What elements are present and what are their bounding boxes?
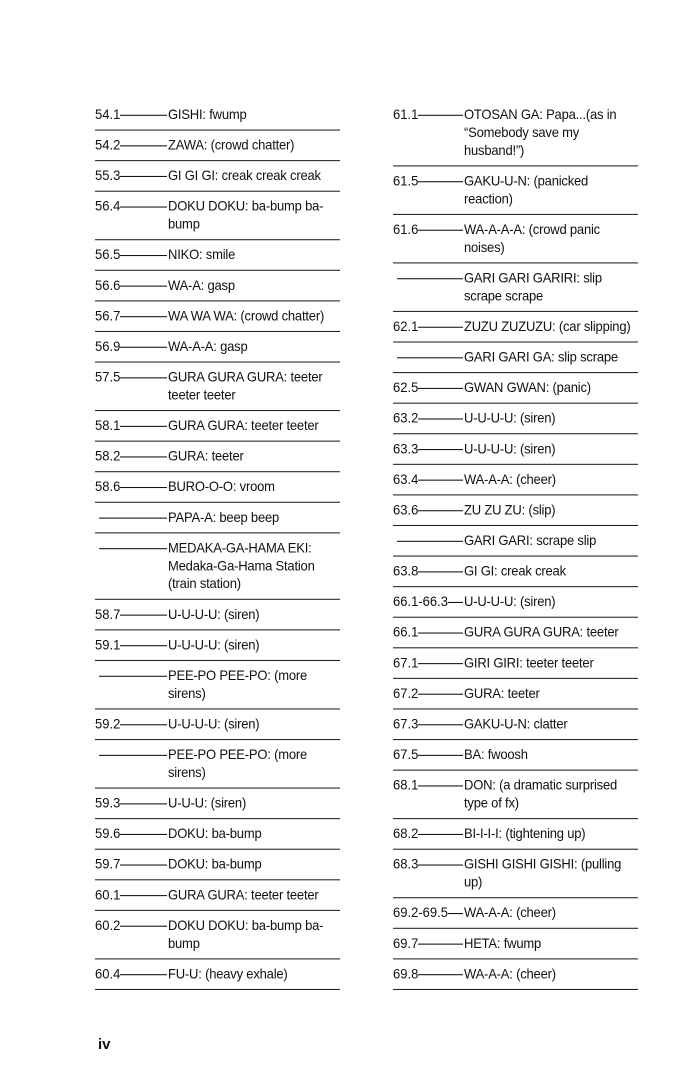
entry-leader-line (397, 278, 463, 279)
glossary-entry (95, 301, 340, 332)
entry-leader-line (120, 974, 167, 975)
glossary-entry (95, 911, 340, 960)
entry-text: NIKO: smile (168, 246, 236, 263)
entry-leader-line (120, 115, 167, 116)
entry-text: MEDAKA-GA-HAMA EKI: Medaka-Ga-Hama Station (train station) (168, 539, 315, 592)
entry-leader-line (418, 755, 463, 756)
entry-panel-number: 57.5 (95, 368, 121, 385)
glossary-entry (393, 587, 638, 618)
entry-panel-number: 66.1 (393, 624, 419, 640)
glossary-entry (393, 819, 638, 850)
entry-panel-number: 68.3 (393, 856, 419, 872)
entry-text: GAKU-U-N: (panicked reaction) (464, 172, 589, 207)
entry-panel-number: 62.5 (393, 379, 419, 396)
entry-text: WA WA WA: (crowd chatter) (168, 307, 325, 324)
entry-text: PAPA-A: beep beep (168, 509, 280, 525)
glossary-entry (393, 100, 638, 166)
glossary-entry (393, 618, 638, 649)
glossary-entry (393, 557, 638, 588)
entry-panel-number: 58.2 (95, 447, 121, 464)
glossary-entry (393, 648, 638, 679)
entry-text: BURO-O-O: vroom (168, 478, 275, 495)
glossary-entry (95, 240, 340, 271)
entry-leader-line (99, 755, 167, 756)
entry-text: GURA GURA: teeter teeter (168, 417, 319, 434)
entry-text: U-U-U-U: (siren) (464, 410, 556, 426)
glossary-entry (95, 131, 340, 162)
entry-text: GI GI: creak creak (464, 562, 566, 579)
entry-panel-number: 69.8 (393, 965, 419, 982)
entry-leader-line (120, 255, 167, 256)
entry-panel-number: 60.4 (95, 965, 121, 982)
entry-leader-line (120, 645, 167, 646)
entry-text: U-U-U: (siren) (168, 794, 247, 811)
entry-panel-number: 61.1 (393, 106, 419, 123)
entry-text: DOKU: ba-bump (168, 825, 262, 842)
glossary-entry (95, 332, 340, 363)
entry-panel-number: 58.1 (95, 417, 121, 434)
entry-panel-number: 62.1 (393, 318, 419, 335)
entry-leader-line (120, 487, 167, 488)
glossary-entry (95, 959, 340, 990)
entry-text: GWAN GWAN: (panic) (464, 379, 591, 396)
glossary-entry (393, 929, 638, 960)
entry-panel-number: 56.7 (95, 307, 121, 324)
glossary-entry (95, 411, 340, 442)
entry-leader-line (120, 803, 167, 804)
entry-leader-line (418, 633, 463, 634)
entry-text: GURA GURA: teeter teeter (168, 886, 319, 903)
glossary-entry (393, 465, 638, 496)
glossary-entry (393, 263, 638, 312)
entry-text: U-U-U-U: (siren) (168, 636, 260, 653)
entry-leader-line (120, 865, 167, 866)
entry-panel-number: 68.1 (393, 776, 419, 793)
entry-panel-number: 63.2 (393, 410, 419, 426)
glossary-entry (393, 898, 638, 929)
entry-text: WA-A: gasp (168, 277, 235, 293)
page-number: iv (98, 1036, 111, 1053)
entry-text: GI GI GI: creak creak creak (168, 167, 321, 184)
entry-panel-number: 67.2 (393, 685, 419, 702)
entry-leader-line (448, 913, 463, 914)
entry-text: PEE-PO PEE-PO: (more sirens) (168, 746, 308, 781)
glossary-entry (393, 312, 638, 343)
entry-leader-line (120, 286, 167, 287)
entry-panel-number: 67.3 (393, 715, 419, 732)
entry-panel-number: 63.3 (393, 440, 419, 457)
entry-leader-line (120, 377, 167, 378)
entry-panel-number: 54.1 (95, 106, 121, 123)
entry-panel-number: 59.6 (95, 825, 121, 842)
entry-leader-line (418, 327, 463, 328)
glossary-entry (95, 271, 340, 302)
glossary-entry (95, 472, 340, 503)
glossary-entry (95, 100, 340, 131)
entry-leader-line (418, 724, 463, 725)
entry-text: ZU ZU ZU: (slip) (464, 501, 556, 518)
entry-panel-number: 61.6 (393, 221, 419, 238)
entry-leader-line (418, 785, 463, 786)
glossary-entry (393, 373, 638, 404)
entry-text: GISHI GISHI GISHI: (pulling up) (464, 856, 622, 890)
glossary-entry (95, 850, 340, 881)
glossary-entry (95, 880, 340, 911)
entry-panel-number: 69.2-69.5 (393, 904, 448, 921)
entry-text: U-U-U-U: (siren) (464, 593, 556, 610)
entry-text: OTOSAN GA: Papa...(as in “Somebody save my husband!”) (464, 106, 617, 158)
entry-leader-line (418, 694, 463, 695)
glossary-entry (393, 959, 638, 990)
entry-text: GIRI GIRI: teeter teeter (464, 654, 594, 671)
entry-text: GARI GARI: scrape slip (464, 532, 597, 549)
left-column (95, 100, 340, 990)
entry-leader-line (120, 926, 167, 927)
glossary-entry (95, 600, 340, 631)
entry-leader-line (418, 418, 463, 419)
entry-leader-line (418, 510, 463, 511)
glossary-entry (393, 434, 638, 465)
entry-leader-line (418, 944, 463, 945)
right-column (393, 100, 638, 990)
entry-panel-number: 60.1 (95, 886, 121, 903)
entry-panel-number: 63.6 (393, 501, 419, 518)
entry-leader-line (120, 456, 167, 457)
entry-text: WA-A-A: (cheer) (464, 471, 556, 488)
glossary-entry (393, 740, 638, 771)
entry-leader-line (397, 541, 463, 542)
entry-leader-line (418, 181, 463, 182)
glossary-entry (95, 819, 340, 850)
entry-panel-number: 67.1 (393, 654, 419, 671)
entry-text: FU-U: (heavy exhale) (168, 965, 288, 982)
glossary-entry (95, 630, 340, 661)
entry-panel-number: 56.6 (95, 277, 121, 293)
entry-panel-number: 59.2 (95, 715, 121, 732)
entry-text: ZUZU ZUZUZU: (car slipping) (464, 318, 631, 335)
entry-text: WA-A-A: gasp (168, 338, 248, 355)
entry-text: GURA GURA GURA: teeter (464, 624, 619, 640)
entry-text: GURA GURA GURA: teeter teeter teeter (168, 368, 323, 403)
entry-leader-line (418, 449, 463, 450)
entry-panel-number: 63.8 (393, 562, 419, 579)
glossary-entry (95, 363, 340, 412)
entry-panel-number: 59.3 (95, 794, 121, 811)
entry-panel-number: 61.5 (393, 172, 419, 189)
glossary-entry (393, 166, 638, 215)
entry-leader-line (120, 176, 167, 177)
entry-leader-line (99, 518, 167, 519)
entry-panel-number: 66.1-66.3 (393, 593, 448, 610)
entry-leader-line (448, 602, 463, 603)
entry-leader-line (120, 145, 167, 146)
entry-text: WA-A-A-A: (crowd panic noises) (464, 221, 600, 256)
entry-leader-line (418, 865, 463, 866)
entry-text: U-U-U-U: (siren) (464, 440, 556, 457)
entry-leader-line (418, 115, 463, 116)
glossary-entry (393, 526, 638, 557)
glossary-entry (393, 495, 638, 526)
entry-text: WA-A-A: (cheer) (464, 965, 556, 982)
entry-text: WA-A-A: (cheer) (464, 904, 556, 921)
entry-panel-number: 58.7 (95, 606, 121, 622)
entry-text: DOKU DOKU: ba-bump ba-bump (168, 198, 324, 232)
entry-leader-line (397, 357, 463, 358)
glossary-entry (393, 215, 638, 264)
entry-panel-number: 67.5 (393, 746, 419, 763)
entry-panel-number: 56.4 (95, 198, 121, 214)
glossary-entry (95, 503, 340, 534)
glossary-entry (393, 850, 638, 899)
entry-panel-number: 68.2 (393, 825, 419, 842)
entry-text: U-U-U-U: (siren) (168, 715, 260, 732)
entry-text: HETA: fwump (464, 935, 542, 951)
glossary-entry (393, 710, 638, 741)
glossary-entry (393, 343, 638, 374)
entry-text: GARI GARI GA: slip scrape (464, 348, 618, 365)
entry-panel-number: 69.7 (393, 935, 419, 951)
entry-text: DON: (a dramatic surprised type of fx) (464, 776, 618, 811)
glossary-entry (95, 533, 340, 599)
entry-panel-number: 55.3 (95, 167, 121, 184)
entry-leader-line (120, 895, 167, 896)
entry-leader-line (120, 316, 167, 317)
glossary-entry (393, 771, 638, 820)
entry-text: PEE-PO PEE-PO: (more sirens) (168, 667, 308, 702)
entry-leader-line (418, 834, 463, 835)
entry-text: DOKU: ba-bump (168, 856, 262, 872)
entry-panel-number: 58.6 (95, 478, 121, 495)
glossary-entry (95, 442, 340, 473)
entry-panel-number: 59.7 (95, 856, 121, 872)
entry-leader-line (418, 230, 463, 231)
glossary-entry (95, 789, 340, 820)
entry-leader-line (120, 615, 167, 616)
entry-panel-number: 56.5 (95, 246, 121, 263)
entry-text: DOKU DOKU: ba-bump ba-bump (168, 917, 324, 951)
glossary-entry (95, 661, 340, 710)
entry-text: GISHI: fwump (168, 106, 247, 123)
glossary-entry (393, 679, 638, 710)
entry-leader-line (418, 480, 463, 481)
entry-leader-line (120, 834, 167, 835)
entry-leader-line (120, 207, 167, 208)
entry-leader-line (120, 426, 167, 427)
entry-text: GARI GARI GARIRI: slip scrape scrape (464, 269, 602, 304)
entry-text: GURA: teeter (464, 685, 540, 702)
entry-text: BA: fwoosh (464, 746, 528, 763)
entry-panel-number: 63.4 (393, 471, 419, 488)
entry-panel-number: 60.2 (95, 917, 121, 934)
glossary-entry (95, 710, 340, 741)
entry-text: GURA: teeter (168, 447, 244, 464)
entry-leader-line (99, 676, 167, 677)
glossary-entry (393, 404, 638, 435)
entry-leader-line (418, 571, 463, 572)
glossary-entry (95, 740, 340, 789)
glossary-entry (95, 161, 340, 192)
entry-text: GAKU-U-N: clatter (464, 715, 568, 732)
entry-text: ZAWA: (crowd chatter) (168, 136, 295, 153)
entry-text: BI-I-I-I: (tightening up) (464, 825, 586, 842)
entry-panel-number: 59.1 (95, 636, 121, 653)
entry-leader-line (418, 388, 463, 389)
entry-leader-line (120, 347, 167, 348)
entry-panel-number: 54.2 (95, 136, 121, 153)
glossary-entry (95, 192, 340, 241)
entry-leader-line (418, 974, 463, 975)
entry-leader-line (418, 663, 463, 664)
entry-panel-number: 56.9 (95, 338, 121, 355)
entry-leader-line (99, 548, 167, 549)
entry-leader-line (120, 724, 167, 725)
entry-text: U-U-U-U: (siren) (168, 606, 260, 622)
